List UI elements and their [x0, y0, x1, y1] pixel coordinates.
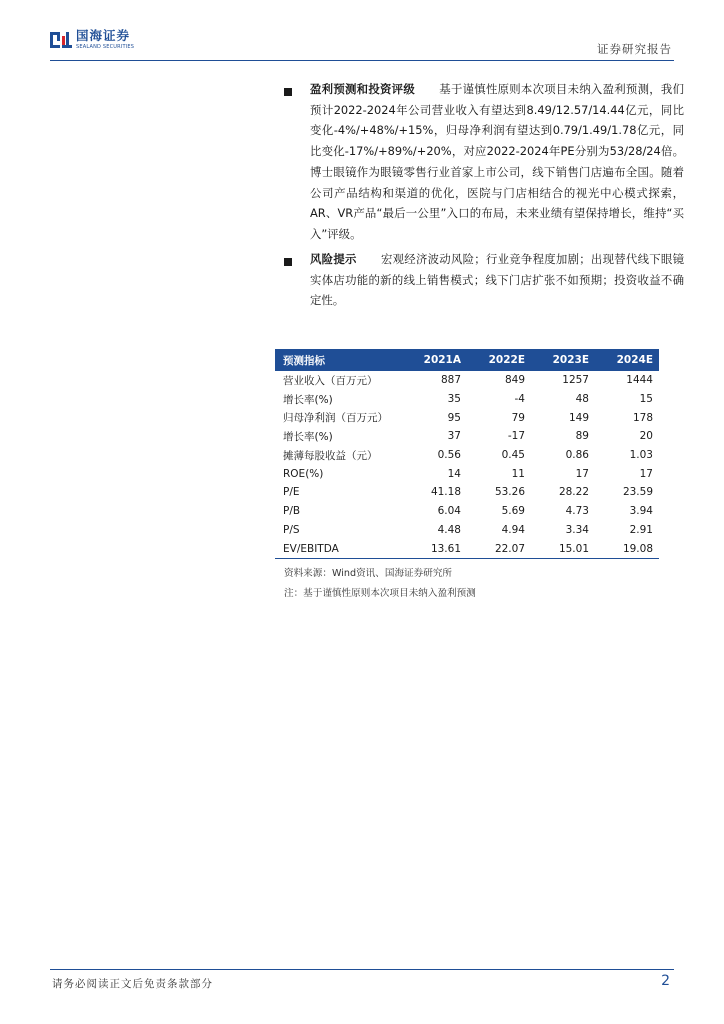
metric-label-cell: 摊薄每股收益（元） [283, 449, 378, 462]
metric-value-cell: 1444 [626, 374, 653, 387]
sealand-logo-icon [50, 30, 72, 50]
table-row [275, 446, 659, 465]
metric-value-cell: -4 [514, 393, 525, 406]
metric-value-cell: 95 [447, 411, 461, 424]
metric-value-cell: 15 [639, 393, 653, 406]
bullet-square-icon [284, 258, 292, 266]
forecast-table-container [275, 349, 659, 559]
logo-chinese-name: 国海证券 [76, 28, 131, 44]
data-source-note: 资料来源：Wind资讯、国海证券研究所 [284, 568, 453, 579]
metric-value-cell: 1257 [562, 374, 589, 387]
forecast-table [275, 349, 659, 559]
metric-value-cell: 15.01 [531, 539, 595, 558]
metric-value-cell: 5.69 [501, 505, 525, 518]
table-row [275, 464, 659, 483]
metric-value-cell: 3.94 [629, 505, 653, 518]
metric-value-cell: 20 [639, 430, 653, 443]
footer-divider [50, 969, 674, 970]
table-body [275, 371, 659, 558]
table-header-row [275, 349, 659, 371]
logo-english-name: SEALAND SECURITIES [76, 43, 135, 50]
metric-value-cell: 0.45 [501, 449, 525, 462]
metric-value-cell: 17 [575, 467, 589, 480]
metric-label-cell: 增长率(%) [283, 393, 333, 406]
metric-value-cell: 178 [632, 411, 653, 424]
header-divider [50, 60, 674, 61]
metric-value-cell: 0.86 [565, 449, 589, 462]
profit-forecast-paragraph [310, 79, 684, 245]
metric-value-cell: 48 [575, 393, 589, 406]
metric-label-cell: ROE(%) [283, 467, 324, 480]
metric-value-cell: 35 [447, 393, 461, 406]
report-type-label: 证券研究报告 [597, 42, 672, 56]
metric-value-cell: 849 [504, 374, 525, 387]
risk-warning-paragraph [310, 249, 684, 311]
page-number: 2 [661, 973, 670, 989]
bullet-square-icon [284, 88, 292, 96]
metric-value-cell: 23.59 [622, 486, 653, 499]
metric-value-cell: 19.08 [595, 539, 659, 558]
table-header-cell: 预测指标 [283, 354, 325, 367]
metric-value-cell: 28.22 [558, 486, 589, 499]
metric-label-cell: EV/EBITDA [275, 539, 403, 558]
metric-value-cell: 3.34 [565, 523, 589, 536]
table-header-cell: 2021A [423, 354, 461, 366]
metric-label-cell: P/B [283, 505, 301, 518]
metric-value-cell: 6.04 [437, 505, 461, 518]
table-header-cell: 2024E [616, 354, 653, 366]
table-row [275, 427, 659, 446]
metric-label-cell: 营业收入（百万元） [283, 374, 378, 387]
metric-value-cell: 149 [568, 411, 589, 424]
metric-value-cell: 4.48 [437, 523, 461, 536]
table-header-cell: 2022E [488, 354, 525, 366]
metric-value-cell: 11 [511, 467, 525, 480]
table-row [275, 408, 659, 427]
metric-value-cell: 41.18 [430, 486, 461, 499]
metric-value-cell: 14 [447, 467, 461, 480]
metric-label-cell: P/E [283, 486, 300, 499]
metric-value-cell: 4.73 [565, 505, 589, 518]
metric-value-cell: -17 [507, 430, 525, 443]
table-row [275, 483, 659, 502]
metric-value-cell: 53.26 [494, 486, 525, 499]
metric-value-cell: 79 [511, 411, 525, 424]
metric-value-cell: 4.94 [501, 523, 525, 536]
table-row [275, 539, 659, 558]
metric-value-cell: 13.61 [403, 539, 467, 558]
risk-warning-heading: 风险提示 [310, 252, 357, 266]
table-row [275, 502, 659, 521]
table-row [275, 390, 659, 409]
metric-value-cell: 22.07 [467, 539, 531, 558]
table-row [275, 521, 659, 540]
metric-value-cell: 1.03 [629, 449, 653, 462]
table-header-cell: 2023E [552, 354, 589, 366]
metric-label-cell: 增长率(%) [283, 430, 333, 443]
table-row [275, 371, 659, 390]
metric-label-cell: 归母净利润（百万元） [283, 412, 388, 425]
metric-value-cell: 89 [575, 430, 589, 443]
table-footnote: 注：基于谨慎性原则本次项目未纳入盈利预测 [284, 588, 476, 599]
company-logo [50, 30, 134, 50]
profit-forecast-body: 基于谨慎性原则本次项目未纳入盈利预测，我们预计2022-2024年公司营业收入有望达到8.49/12.57/14.44亿元，同比变化-4%/+48%/+15%，归母净利润有望达到0.79/1.49/1.78亿元，同比变化-17%/+89%/+20%，对应2022-2024年PE分别为53/28/24倍。博士眼镜作为眼镜零售行业首家上市公司，线下销售门店遍布全国。随着公司产品结构和渠道的优化，医院与门店相结合的视光中心模式探索，AR、VR产品“最后一公里”入口的布局，未来业绩有望保持增长，维持“买入”评级。 [310, 82, 684, 241]
profit-forecast-heading: 盈利预测和投资评级 [310, 82, 415, 96]
metric-value-cell: 0.56 [437, 449, 461, 462]
disclaimer-text: 请务必阅读正文后免责条款部分 [52, 978, 213, 990]
metric-value-cell: 2.91 [629, 523, 653, 536]
metric-value-cell: 37 [447, 430, 461, 443]
risk-warning-body: 宏观经济波动风险；行业竞争程度加剧；出现替代线下眼镜实体店功能的新的线上销售模式；线下门店扩张不如预期；投资收益不确定性。 [310, 252, 684, 308]
metric-value-cell: 17 [639, 467, 653, 480]
metric-value-cell: 887 [440, 374, 461, 387]
metric-label-cell: P/S [283, 523, 300, 536]
